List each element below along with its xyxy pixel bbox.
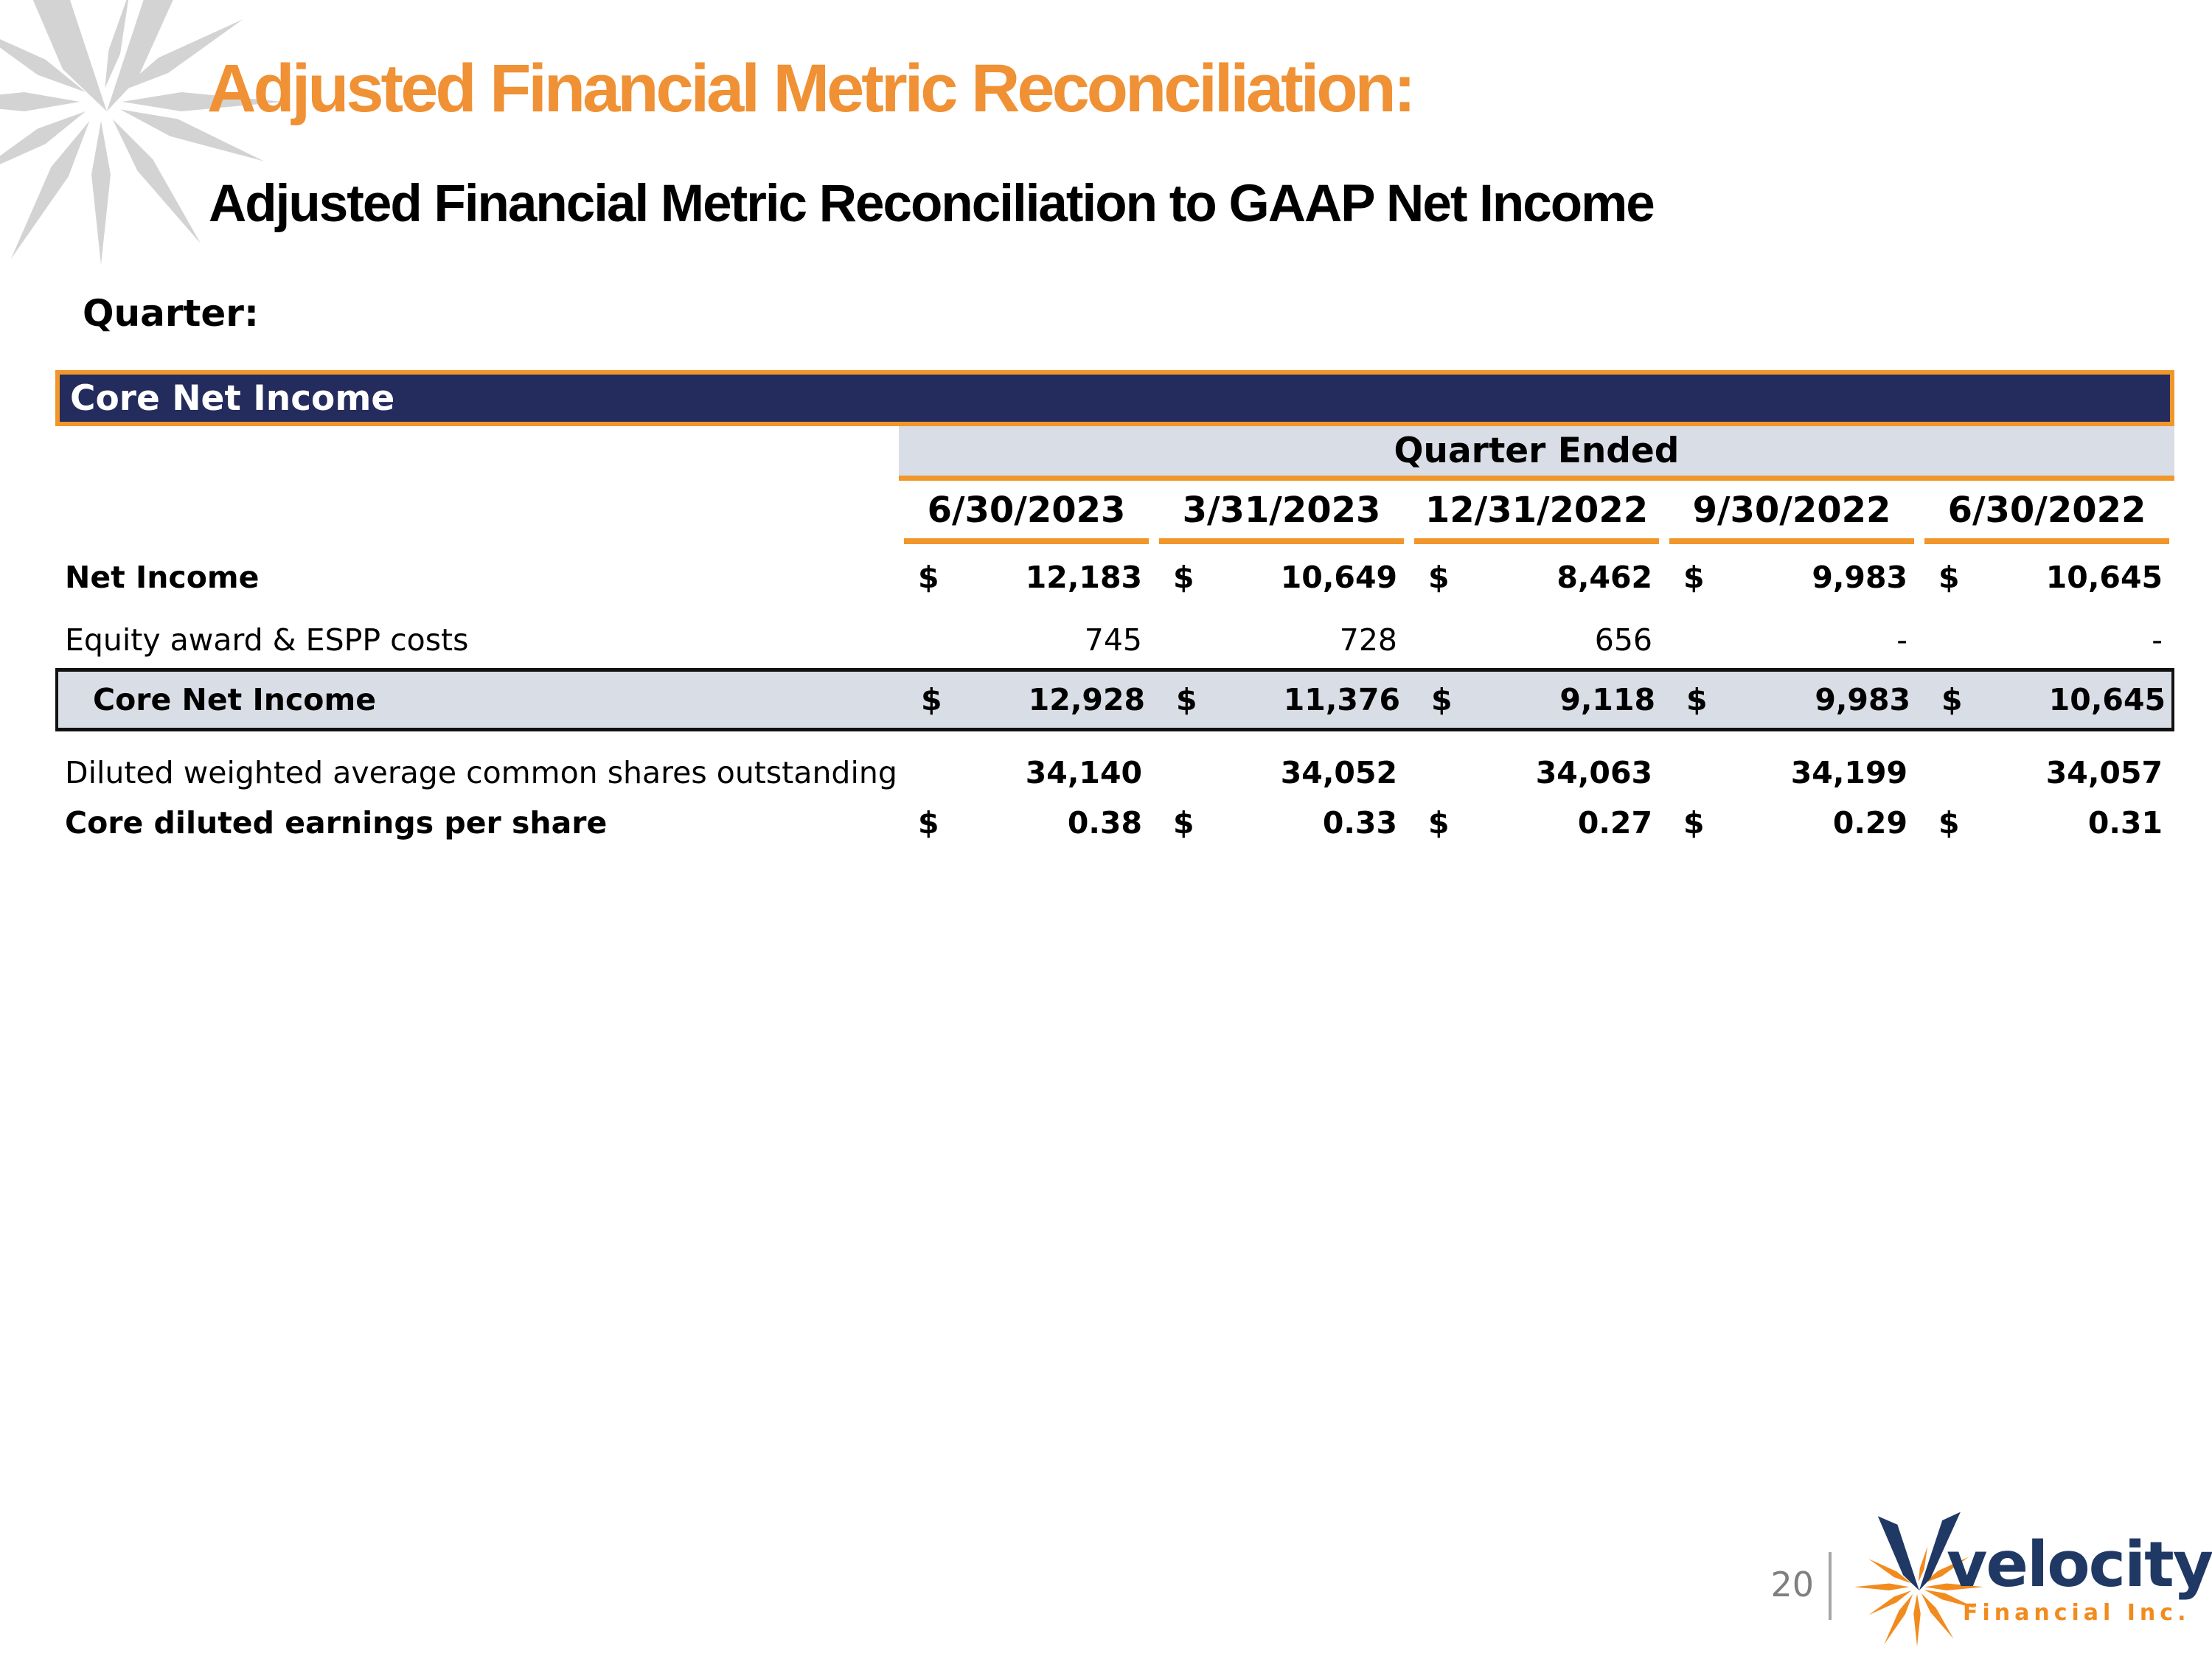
currency-symbol: $ bbox=[1428, 560, 1450, 595]
cell-value: 745 bbox=[1084, 622, 1142, 658]
cell-value: 9,983 bbox=[1812, 560, 1907, 595]
velocity-wordmark-sub: Financial Inc. bbox=[1963, 1600, 2191, 1626]
currency-symbol: $ bbox=[918, 560, 939, 595]
cell-value: 12,928 bbox=[1028, 682, 1145, 717]
cell-value: - bbox=[1896, 622, 1907, 658]
cell-value: 11,376 bbox=[1283, 682, 1400, 717]
currency-symbol: $ bbox=[1173, 560, 1194, 595]
date-columns-header bbox=[899, 490, 2174, 541]
cell-value: 0.27 bbox=[1577, 805, 1652, 841]
table-row-net-income bbox=[55, 558, 2174, 597]
currency-symbol: $ bbox=[1938, 805, 1960, 841]
cell-value: 0.38 bbox=[1067, 805, 1142, 841]
table-title-bar: Core Net Income bbox=[55, 370, 2174, 426]
currency-symbol: $ bbox=[1941, 682, 1963, 717]
velocity-wordmark: velocity bbox=[1947, 1528, 2212, 1601]
cell-value: 0.33 bbox=[1322, 805, 1397, 841]
currency-symbol: $ bbox=[1683, 805, 1705, 841]
quarter-ended-band bbox=[899, 426, 2174, 481]
currency-symbol: $ bbox=[1173, 805, 1194, 841]
cell-value: 728 bbox=[1339, 622, 1397, 658]
cell-value: 9,118 bbox=[1559, 682, 1655, 717]
cell-value: 34,140 bbox=[1025, 755, 1142, 790]
cell-value: 34,052 bbox=[1280, 755, 1397, 790]
reconciliation-table bbox=[55, 370, 2174, 872]
row-label: Core Net Income bbox=[93, 682, 376, 717]
cell-value: - bbox=[2152, 622, 2163, 658]
table-row-core-net-income bbox=[55, 668, 2174, 731]
footer-divider bbox=[1829, 1552, 1832, 1620]
currency-symbol: $ bbox=[1431, 682, 1453, 717]
column-header-date: 9/30/2022 bbox=[1669, 490, 1914, 544]
currency-symbol: $ bbox=[921, 682, 942, 717]
cell-value: 656 bbox=[1594, 622, 1652, 658]
currency-symbol: $ bbox=[1938, 560, 1960, 595]
cell-value: 8,462 bbox=[1557, 560, 1652, 595]
table-row-diluted-shares bbox=[55, 754, 2174, 792]
cell-value: 10,645 bbox=[2045, 560, 2163, 595]
currency-symbol: $ bbox=[1686, 682, 1708, 717]
currency-symbol: $ bbox=[1428, 805, 1450, 841]
table-row-equity-espp bbox=[55, 621, 2174, 659]
currency-symbol: $ bbox=[1176, 682, 1197, 717]
quarter-section-label: Quarter: bbox=[83, 292, 259, 335]
column-header-date: 6/30/2022 bbox=[1924, 490, 2169, 544]
cell-value: 10,649 bbox=[1280, 560, 1397, 595]
column-header-date: 3/31/2023 bbox=[1159, 490, 1404, 544]
column-header-date: 12/31/2022 bbox=[1414, 490, 1659, 544]
cell-value: 0.29 bbox=[1832, 805, 1907, 841]
cell-value: 34,057 bbox=[2045, 755, 2163, 790]
quarter-ended-label: Quarter Ended bbox=[1394, 431, 1680, 471]
cell-value: 34,063 bbox=[1535, 755, 1652, 790]
cell-value: 12,183 bbox=[1025, 560, 1142, 595]
table-row-core-diluted-eps bbox=[55, 804, 2174, 842]
column-header-date: 6/30/2023 bbox=[904, 490, 1149, 544]
page-subtitle: Adjusted Financial Metric Reconciliation to GAAP Net Income bbox=[209, 175, 1654, 233]
row-label: Core diluted earnings per share bbox=[65, 805, 608, 841]
cell-value: 34,199 bbox=[1790, 755, 1907, 790]
page-title: Adjusted Financial Metric Reconciliation: bbox=[207, 51, 1413, 126]
page-number: 20 bbox=[1770, 1565, 1814, 1604]
row-label: Equity award & ESPP costs bbox=[65, 622, 469, 658]
row-label: Diluted weighted average common shares outstanding bbox=[65, 755, 897, 790]
currency-symbol: $ bbox=[918, 805, 939, 841]
cell-value: 9,983 bbox=[1815, 682, 1910, 717]
cell-value: 10,645 bbox=[2048, 682, 2166, 717]
row-label: Net Income bbox=[65, 560, 260, 595]
currency-symbol: $ bbox=[1683, 560, 1705, 595]
cell-value: 0.31 bbox=[2087, 805, 2163, 841]
